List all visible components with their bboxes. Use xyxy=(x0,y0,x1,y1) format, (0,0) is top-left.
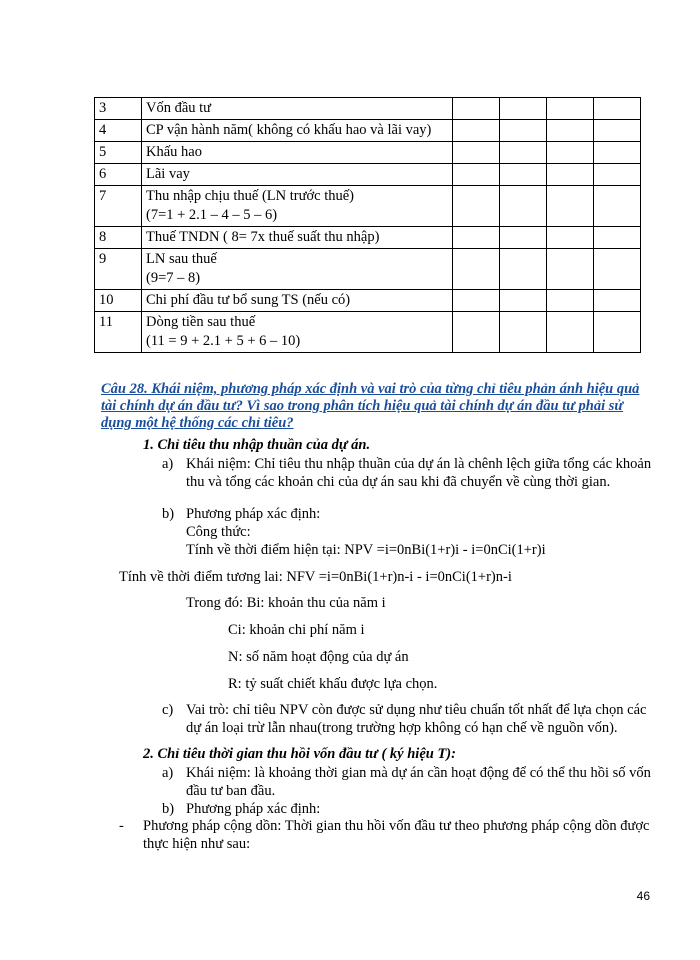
row-label-line: Vốn đầu tư xyxy=(146,100,212,116)
empty-cell xyxy=(453,249,500,290)
row-label xyxy=(142,249,453,290)
item-a-label: a) xyxy=(162,765,174,781)
empty-cell xyxy=(594,249,641,290)
row-label-line: Thu nhập chịu thuế (LN trước thuế) xyxy=(146,188,354,204)
row-label-line: (7=1 + 2.1 – 4 – 5 – 6) xyxy=(146,207,278,223)
cumulative-method-text: Phương pháp cộng dồn: Thời gian thu hồi vốn đầu tư theo phương pháp cộng dồn được thực hiện như sau: xyxy=(143,818,650,852)
empty-cell xyxy=(594,312,641,353)
npv-formula: Tính về thời điểm hiện tại: NPV =i=0nBi(1+r)i - i=0nCi(1+r)i xyxy=(186,542,546,558)
row-number: 3 xyxy=(95,98,142,120)
section2-heading: 2. Chỉ tiêu thời gian thu hồi vốn đầu tư ( ký hiệu T): xyxy=(143,746,456,762)
row-number: 9 xyxy=(95,249,142,290)
empty-cell xyxy=(500,120,547,142)
empty-cell xyxy=(547,227,594,249)
empty-cell xyxy=(453,98,500,120)
page-number: 46 xyxy=(636,889,650,903)
table-row xyxy=(95,120,641,142)
row-label-line: Khấu hao xyxy=(146,144,202,160)
empty-cell xyxy=(547,164,594,186)
row-label xyxy=(142,227,453,249)
row-number: 6 xyxy=(95,164,142,186)
table-row xyxy=(95,186,641,227)
row-label xyxy=(142,312,453,353)
item-b-label: b) xyxy=(162,801,175,817)
nfv-formula: Tính về thời điểm tương lai: NFV =i=0nBi(1+r)n-i - i=0nCi(1+r)n-i xyxy=(119,569,512,585)
empty-cell xyxy=(453,120,500,142)
empty-cell xyxy=(453,290,500,312)
row-number: 8 xyxy=(95,227,142,249)
row-number: 11 xyxy=(95,312,142,353)
empty-cell xyxy=(594,142,641,164)
empty-cell xyxy=(500,98,547,120)
empty-cell xyxy=(453,164,500,186)
empty-cell xyxy=(500,227,547,249)
empty-cell xyxy=(547,290,594,312)
row-label xyxy=(142,290,453,312)
empty-cell xyxy=(594,186,641,227)
row-label-line: (9=7 – 8) xyxy=(146,270,201,286)
empty-cell xyxy=(500,142,547,164)
row-number: 4 xyxy=(95,120,142,142)
row-label xyxy=(142,120,453,142)
row-label-line: Chi phí đầu tư bổ sung TS (nếu có) xyxy=(146,292,351,308)
formula-label: Công thức: xyxy=(186,524,251,540)
empty-cell xyxy=(500,249,547,290)
item-c-label: c) xyxy=(162,702,174,718)
payback-concept-text: Khái niệm: là khoảng thời gian mà dự án cần hoạt động để có thể thu hồi số vốn đầu tư ban đầu. xyxy=(186,765,651,799)
empty-cell xyxy=(547,312,594,353)
empty-cell xyxy=(547,120,594,142)
empty-cell xyxy=(547,249,594,290)
row-number: 5 xyxy=(95,142,142,164)
row-label-line: (11 = 9 + 2.1 + 5 + 6 – 10) xyxy=(146,333,301,349)
empty-cell xyxy=(500,312,547,353)
financial-table xyxy=(94,97,641,353)
row-label xyxy=(142,164,453,186)
table-row xyxy=(95,98,641,120)
row-label-line: Thuế TNDN ( 8= 7x thuế suất thu nhập) xyxy=(146,229,380,245)
section1-heading: 1. Chỉ tiêu thu nhập thuần của dự án. xyxy=(143,437,371,453)
row-number: 10 xyxy=(95,290,142,312)
item-a-label: a) xyxy=(162,456,174,472)
row-label xyxy=(142,98,453,120)
role-text: Vai trò: chỉ tiêu NPV còn được sử dụng như tiêu chuẩn tốt nhất để lựa chọn các dự án loại trừ lẫn nhau(trong trường hợp không có hạn chế về nguồn vốn). xyxy=(186,702,647,736)
row-label-line: CP vận hành năm( không có khấu hao và lãi vay) xyxy=(146,122,432,138)
row-label-line: Dòng tiền sau thuế xyxy=(146,314,256,330)
where-n: N: số năm hoạt động của dự án xyxy=(228,649,409,665)
concept-text: Khái niệm: Chỉ tiêu thu nhập thuần của dự án là chênh lệch giữa tổng các khoản thu và tổng các khoản chi của dự án sau khi đã chuyển về cùng thời gian. xyxy=(186,456,652,490)
empty-cell xyxy=(500,186,547,227)
where-r: R: tỷ suất chiết khấu được lựa chọn. xyxy=(228,676,438,692)
table-row xyxy=(95,249,641,290)
empty-cell xyxy=(453,142,500,164)
row-label-line: LN sau thuế xyxy=(146,251,217,267)
empty-cell xyxy=(594,227,641,249)
empty-cell xyxy=(500,290,547,312)
item-b-label: b) xyxy=(162,506,175,522)
empty-cell xyxy=(594,290,641,312)
row-number: 7 xyxy=(95,186,142,227)
empty-cell xyxy=(594,98,641,120)
empty-cell xyxy=(547,142,594,164)
table-row xyxy=(95,312,641,353)
method-text: Phương pháp xác định: xyxy=(186,506,321,522)
empty-cell xyxy=(594,120,641,142)
payback-method-text: Phương pháp xác định: xyxy=(186,801,321,817)
row-label xyxy=(142,142,453,164)
dash-bullet: - xyxy=(119,818,124,834)
table-row xyxy=(95,290,641,312)
empty-cell xyxy=(547,98,594,120)
where-ci: Ci: khoản chi phí năm i xyxy=(228,622,365,638)
empty-cell xyxy=(453,186,500,227)
table-row xyxy=(95,164,641,186)
empty-cell xyxy=(500,164,547,186)
empty-cell xyxy=(453,227,500,249)
row-label-line: Lãi vay xyxy=(146,166,190,182)
table-row xyxy=(95,227,641,249)
row-label xyxy=(142,186,453,227)
empty-cell xyxy=(594,164,641,186)
empty-cell xyxy=(453,312,500,353)
empty-cell xyxy=(547,186,594,227)
table-row xyxy=(95,142,641,164)
where-bi: Trong đó: Bi: khoản thu của năm i xyxy=(186,595,386,611)
question-title: Câu 28. Khái niệm, phương pháp xác định và vai trò của từng chỉ tiêu phản ánh hiệu quả tài chính dự án đầu tư? Vì sao trong phân tích hiệu quả tài chính dự án đầu tư phải sử dụng một hệ thống các chỉ tiêu? xyxy=(101,381,640,431)
